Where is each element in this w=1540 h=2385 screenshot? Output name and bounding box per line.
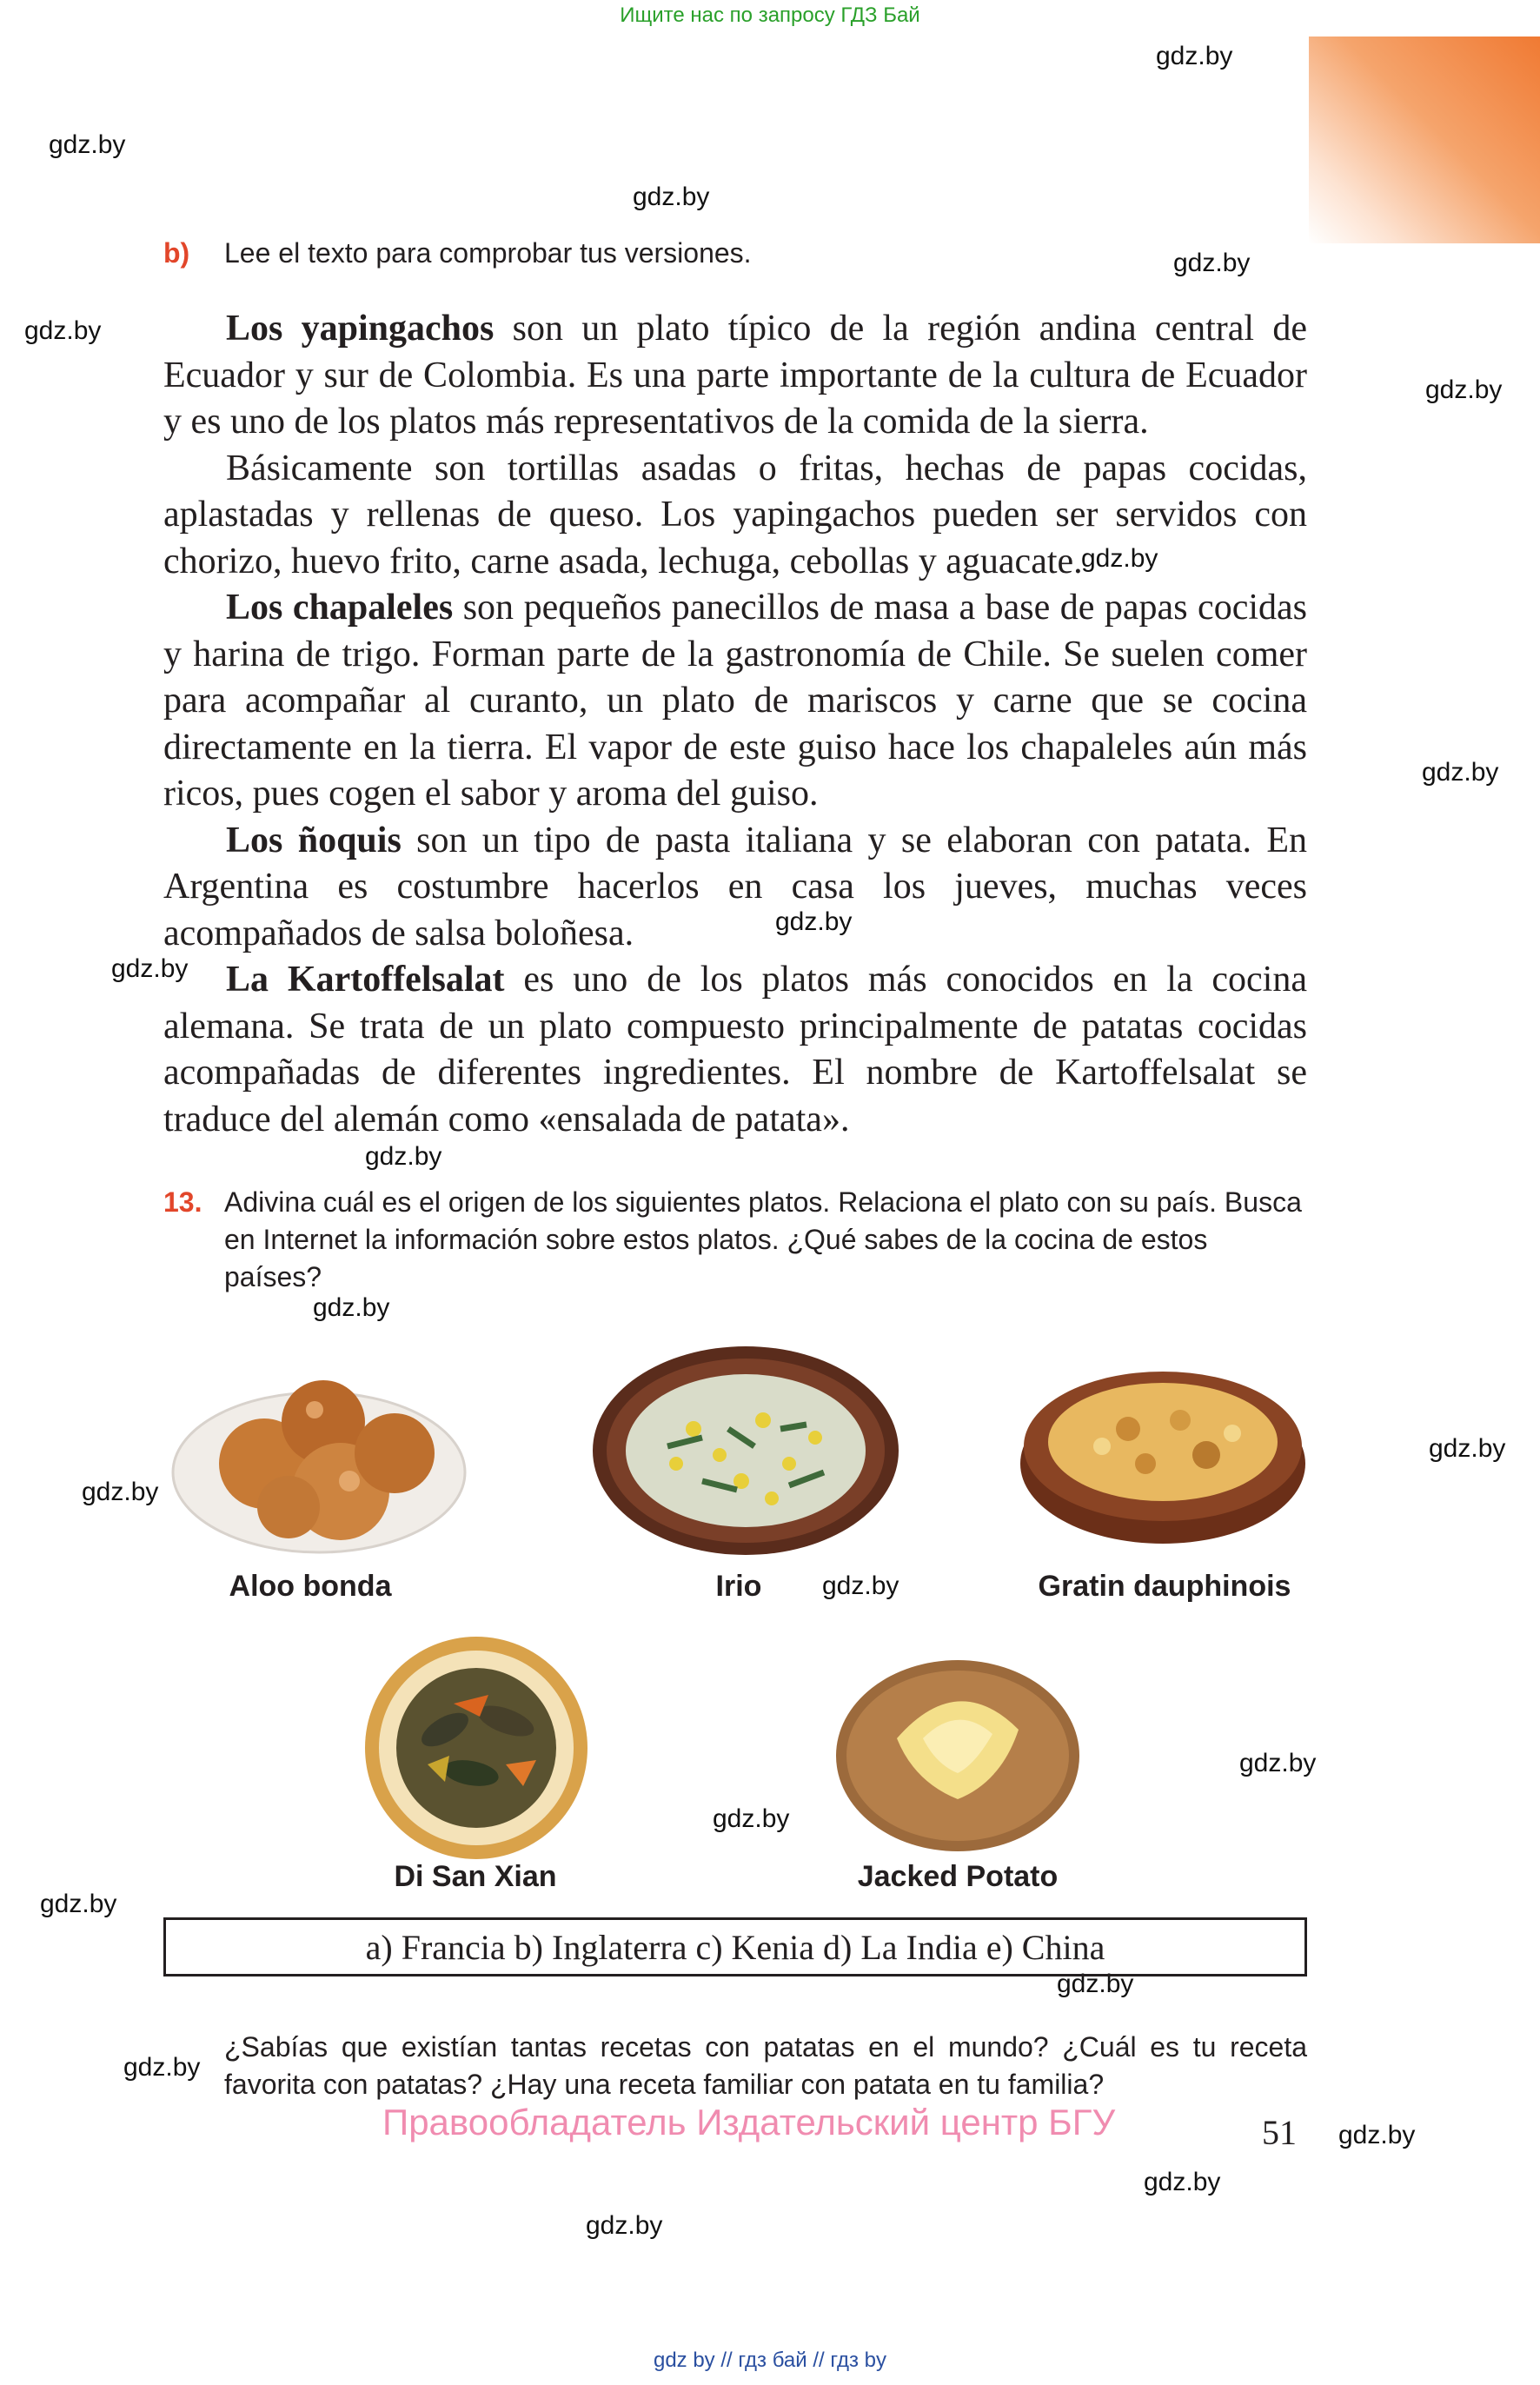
paragraph	[163, 446, 1307, 586]
watermark: gdz.by	[586, 2211, 663, 2240]
watermark: gdz.by	[713, 1804, 790, 1833]
top-banner[interactable]: Ищите нас по запросу ГДЗ Бай	[620, 3, 920, 27]
dish-name: Los ñoquis	[226, 820, 402, 860]
watermark: gdz.by	[1422, 758, 1499, 787]
task-13	[163, 1184, 1307, 1296]
answers-box	[163, 1917, 1307, 1976]
paragraph-text: Básicamente son tortillas asadas o fritas, hechas de papas cocidas, aplastadas y rellenas de queso. Los yapingachos pueden ser servidos con chorizo, huevo frito, carne asada, lechuga, cebollas y aguacate.	[163, 448, 1307, 581]
watermark: gdz.by	[24, 316, 102, 345]
dish-label-jacked-potato: Jacked Potato	[857, 1860, 1059, 1893]
dish-name: Los yapingachos	[226, 309, 495, 349]
watermark: gdz.by	[111, 954, 189, 983]
paragraph-text: es uno de los platos más conocidos en la cocina alemana. Se trata de un plato compuesto principalmente de patatas cocidas acompañadas de diferentes ingredientes. El nombre de Kartoffelsalat se traduce del alemán como «ensalada de patata».	[163, 960, 1307, 1139]
dish-label-gratin-dauphinois: Gratin dauphinois	[1038, 1570, 1291, 1603]
dish-name: La Kartoffelsalat	[226, 960, 505, 1000]
watermark: gdz.by	[1425, 375, 1503, 404]
watermark: gdz.by	[1173, 249, 1251, 277]
corner-decoration	[1309, 37, 1540, 243]
dish-label-di-san-xian: Di San Xian	[394, 1860, 557, 1893]
watermark: gdz.by	[313, 1293, 390, 1322]
task-b-text: Lee el texto para comprobar tus versiones.	[224, 237, 752, 269]
aloo-bonda-photo	[167, 1342, 471, 1559]
watermark: gdz.by	[822, 1571, 899, 1600]
page-number: 51	[1262, 2113, 1297, 2152]
watermark: gdz.by	[40, 1890, 117, 1918]
watermark: gdz.by	[49, 130, 126, 159]
closing-question: ¿Sabías que existían tantas recetas con patatas en el mundo? ¿Cuál es tu receta favorita con patatas? ¿Hay una receta familiar con patata en tu familia?	[224, 2031, 1307, 2100]
paragraph	[163, 585, 1307, 818]
dish-label-irio: Irio	[715, 1570, 762, 1603]
watermark: gdz.by	[1429, 1434, 1506, 1463]
paragraph	[163, 306, 1307, 446]
watermark: gdz.by	[775, 907, 853, 936]
task-b	[163, 235, 752, 272]
watermark: gdz.by	[365, 1142, 442, 1171]
paragraph-text: son un plato típico de la región andina central de Ecuador y sur de Colombia. Es una parte importante de la cultura de Ecuador y es uno de los platos más representativos de la comida de la sierra.	[163, 309, 1307, 442]
watermark: gdz.by	[1338, 2121, 1416, 2149]
task-13-number: 13.	[163, 1186, 202, 1218]
paragraph-text: son un tipo de pasta italiana y se elaboran con patata. En Argentina es costumbre hacerlos en casa los jueves, muchas veces acompañados de salsa boloñesa.	[163, 820, 1307, 953]
copyright-notice: Правообладатель Издательский центр БГУ	[382, 2102, 1116, 2143]
di-san-xian-photo	[358, 1634, 594, 1862]
watermark: gdz.by	[1144, 2168, 1221, 2196]
watermark: gdz.by	[1239, 1749, 1317, 1777]
watermark: gdz.by	[82, 1478, 159, 1506]
watermark: gdz.by	[1081, 544, 1158, 573]
irio-photo	[589, 1342, 902, 1559]
watermark: gdz.by	[1057, 1970, 1134, 1998]
answers-text: a) Francia b) Inglaterra c) Kenia d) La India e) China	[365, 1927, 1105, 1967]
task-13-text: Adivina cuál es el origen de los siguientes platos. Relaciona el plato con su país. Busca en Internet la información sobre estos platos. ¿Qué sabes de la cocina de estos países?	[224, 1186, 1302, 1292]
dish-name: Los chapaleles	[226, 588, 454, 628]
jacked-potato-photo	[827, 1634, 1088, 1860]
paragraph	[163, 957, 1307, 1143]
watermark: gdz.by	[1156, 42, 1233, 70]
watermark: gdz.by	[633, 183, 710, 211]
reading-text	[163, 306, 1307, 1143]
gratin-dauphinois-photo	[1015, 1342, 1311, 1551]
paragraph-text: son pequeños panecillos de masa a base de papas cocidas y harina de trigo. Forman parte de la gastronomía de Chile. Se suelen comer para acompañar al curanto, un plato de mariscos y carne que se cocina directamente en la tierra. El vapor de este guiso hace los chapaleles aún más ricos, pues cogen el sabor y aroma del guiso.	[163, 588, 1307, 814]
task-b-letter: b)	[163, 237, 190, 269]
bottom-links[interactable]: gdz by // гдз бай // гдз by	[653, 2348, 887, 2372]
watermark: gdz.by	[123, 2053, 201, 2082]
paragraph	[163, 818, 1307, 958]
dish-label-aloo-bonda: Aloo bonda	[229, 1570, 392, 1603]
